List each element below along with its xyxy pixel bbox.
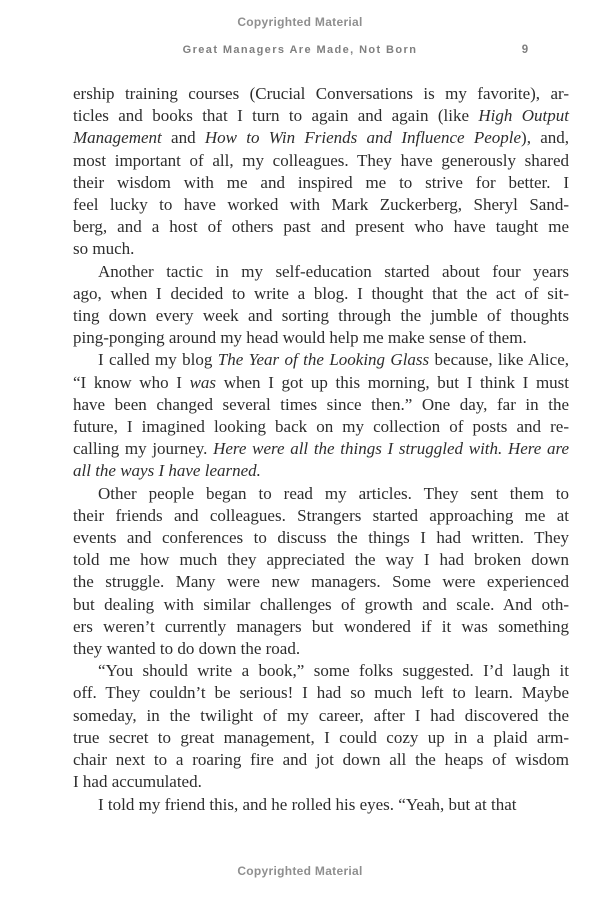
text-segment: ting down every week and sorting through the jumble of thoughts — [73, 306, 569, 326]
text-line — [73, 372, 569, 394]
text-line — [73, 483, 569, 505]
text-segment: most important of all, my colleagues. They have generously shared — [73, 150, 569, 170]
text-line — [73, 727, 569, 749]
text-segment: Other people began to read my articles. They sent them to — [98, 483, 569, 503]
italic-text: How to Win Friends and Influence People — [204, 128, 522, 148]
text-line — [73, 416, 569, 438]
text-segment: ago, when I decided to write a blog. I thought that the act of sit- — [73, 283, 569, 303]
text-line — [73, 127, 569, 149]
text-segment: someday, in the twilight of my career, after I had discovered the — [73, 705, 569, 725]
text-line — [73, 327, 569, 349]
text-segment: I called my blog — [98, 350, 218, 370]
text-segment: their friends and colleagues. Strangers started approaching me at — [73, 505, 569, 525]
text-segment: but dealing with similar challenges of growth and scale. And oth- — [73, 594, 569, 614]
text-segment: Another tactic in my self-education started about four years — [98, 261, 569, 281]
text-line — [73, 238, 569, 260]
italic-text: all the ways I have learned. — [73, 461, 261, 481]
text-segment: true secret to great management, I could cozy up in a plaid arm- — [73, 727, 569, 747]
text-line — [73, 105, 569, 127]
text-line — [73, 194, 569, 216]
text-segment: ping-ponging around my head would help me make sense of them. — [73, 328, 527, 348]
italic-text: was — [189, 372, 217, 392]
paragraph — [73, 83, 569, 261]
text-line — [73, 305, 569, 327]
text-segment: “You should write a book,” some folks suggested. I’d laugh it — [98, 661, 569, 681]
copyright-notice-top: Copyrighted Material — [237, 15, 363, 29]
text-segment: and — [161, 128, 205, 148]
text-segment: their wisdom with me and inspired me to strive for better. I — [73, 172, 569, 192]
text-line — [73, 794, 569, 816]
text-line — [73, 527, 569, 549]
text-line — [73, 460, 569, 482]
text-segment: when I got up this morning, but I think I must — [216, 372, 570, 392]
paragraph — [73, 349, 569, 482]
text-line — [73, 394, 569, 416]
text-line — [73, 660, 569, 682]
text-line — [73, 349, 569, 371]
text-segment: ticles and books that I turn to again and again (like — [73, 106, 479, 126]
italic-text: Management — [73, 128, 162, 148]
text-segment: I had accumulated. — [73, 772, 202, 792]
text-line — [73, 505, 569, 527]
text-line — [73, 549, 569, 571]
paragraph — [73, 483, 569, 661]
text-line — [73, 638, 569, 660]
text-segment: because, like Alice, — [429, 350, 569, 370]
text-line — [73, 749, 569, 771]
text-segment: ), and, — [521, 128, 569, 148]
italic-text: The Year of the Looking Glass — [217, 350, 430, 370]
text-line — [73, 571, 569, 593]
text-segment: events and conferences to discuss the things I had written. They — [73, 528, 569, 548]
italic-text: Here were all the things I struggled with. Here are — [213, 439, 569, 459]
text-segment: told me how much they appreciated the way I had broken down — [73, 550, 569, 570]
paragraph — [73, 794, 569, 816]
text-line — [73, 283, 569, 305]
paragraph — [73, 261, 569, 350]
text-segment: ership training courses (Crucial Conversations is my favorite), ar- — [73, 84, 569, 103]
copyright-notice-bottom: Copyrighted Material — [237, 864, 363, 878]
page-number: 9 — [521, 44, 529, 56]
text-segment: they wanted to do down the road. — [73, 639, 301, 659]
text-segment: so much. — [73, 239, 135, 259]
text-segment: off. They couldn’t be serious! I had so much left to learn. Maybe — [73, 683, 569, 703]
text-line — [73, 216, 569, 238]
text-segment: berg, and a host of others past and present who have taught me — [73, 217, 569, 237]
running-header-title: Great Managers Are Made, Not Born — [182, 44, 418, 56]
text-segment: I told my friend this, and he rolled his eyes. “Yeah, but at that — [98, 794, 517, 814]
text-segment: the struggle. Many were new managers. Some were experienced — [73, 572, 569, 592]
text-segment: calling my journey. — [73, 439, 214, 459]
text-line — [73, 771, 569, 793]
text-line — [73, 682, 569, 704]
text-line — [73, 438, 569, 460]
text-line — [73, 172, 569, 194]
page-body-text — [73, 83, 569, 816]
text-line — [73, 594, 569, 616]
text-segment: have been changed several times since then.” One day, far in the — [73, 394, 569, 414]
text-line — [73, 705, 569, 727]
text-segment: chair next to a roaring fire and jot down all the heaps of wisdom — [73, 750, 569, 770]
italic-text: High Output — [478, 106, 570, 126]
text-segment: “I know who I — [73, 372, 190, 392]
text-line — [73, 83, 569, 105]
text-segment: future, I imagined looking back on my collection of posts and re- — [73, 417, 569, 437]
paragraph — [73, 660, 569, 793]
text-segment: feel lucky to have worked with Mark Zuckerberg, Sheryl Sand- — [73, 195, 569, 215]
text-segment: ers weren’t currently managers but wondered if it was something — [73, 616, 569, 636]
text-line — [73, 150, 569, 172]
text-line — [73, 616, 569, 638]
running-header — [0, 44, 600, 56]
text-line — [73, 261, 569, 283]
